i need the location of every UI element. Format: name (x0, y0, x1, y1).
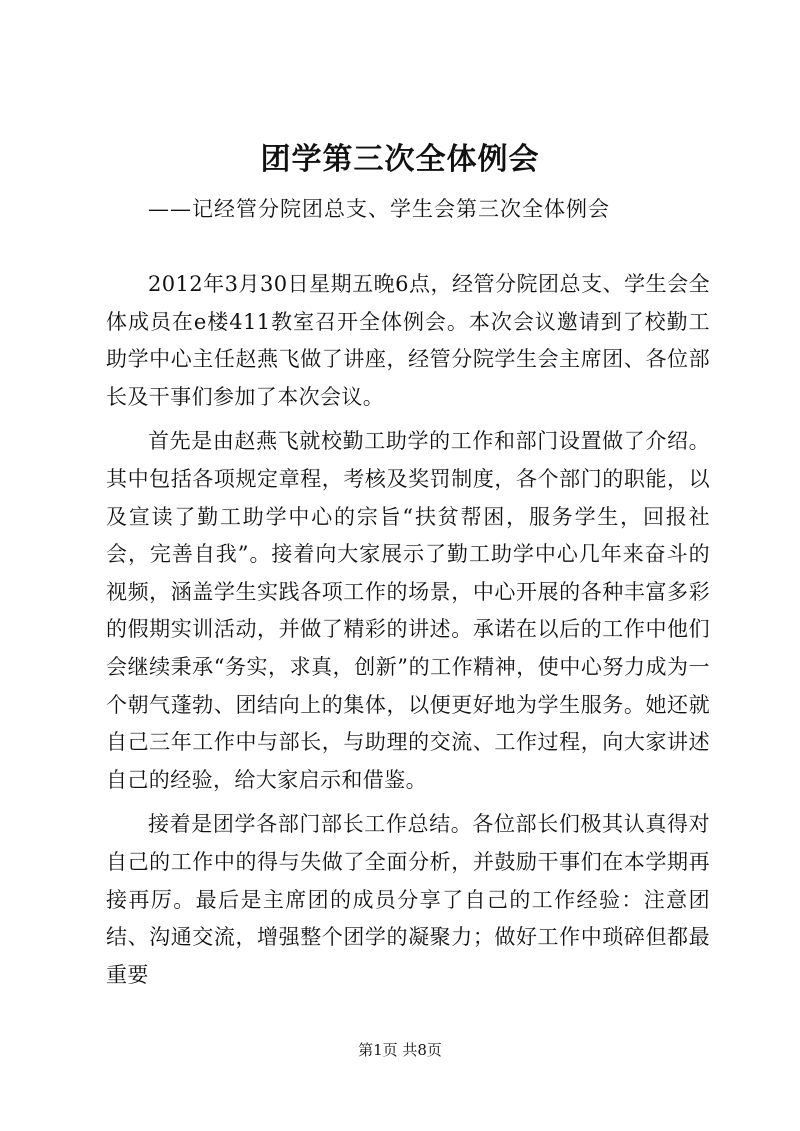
paragraph: 接着是团学各部门部长工作总结。各位部长们极其认真得对自己的工作中的得与失做了全面分析，并鼓励干事们在本学期再接再厉。最后是主席团的成员分享了自己的工作经验：注意团结、沟通交流，增强整个团学的凝聚力；做好工作中琐碎但都最重要 (106, 812, 710, 987)
document-title: 团学第三次全体例会 (260, 142, 540, 177)
paragraph: 首先是由赵燕飞就校勤工助学的工作和部门设置做了介绍。其中包括各项规定章程，考核及奖罚制度，各个部门的职能，以及宣读了勤工助学中心的宗旨“扶贫帮困，服务学生，回报社会，完善自我”。接着向大家展示了勤工助学中心几年来奋斗的视频，涵盖学生实践各项工作的场景，中心开展的各种丰富多彩的假期实训活动，并做了精彩的讲述。承诺在以后的工作中他们会继续秉承“务实，求真，创新”的工作精神，使中心努力成为一个朝气蓬勃、团结向上的集体，以便更好地为学生服务。她还就自己三年工作中与部长，与助理的交流、工作过程，向大家讲述自己的经验，给大家启示和借鉴。 (106, 429, 710, 792)
document-subtitle: ——记经管分院团总支、学生会第三次全体例会 (148, 197, 610, 221)
paragraph: 2012年3月30日星期五晚6点，经管分院团总支、学生会全体成员在e楼411教室召开全体例会。本次会议邀请到了校勤工助学中心主任赵燕飞做了讲座，经管分院学生会主席团、各位部长及干事们参加了本次会议。 (106, 272, 710, 409)
page-number: 第1页 共8页 (358, 1041, 442, 1059)
document-body (106, 266, 710, 1001)
